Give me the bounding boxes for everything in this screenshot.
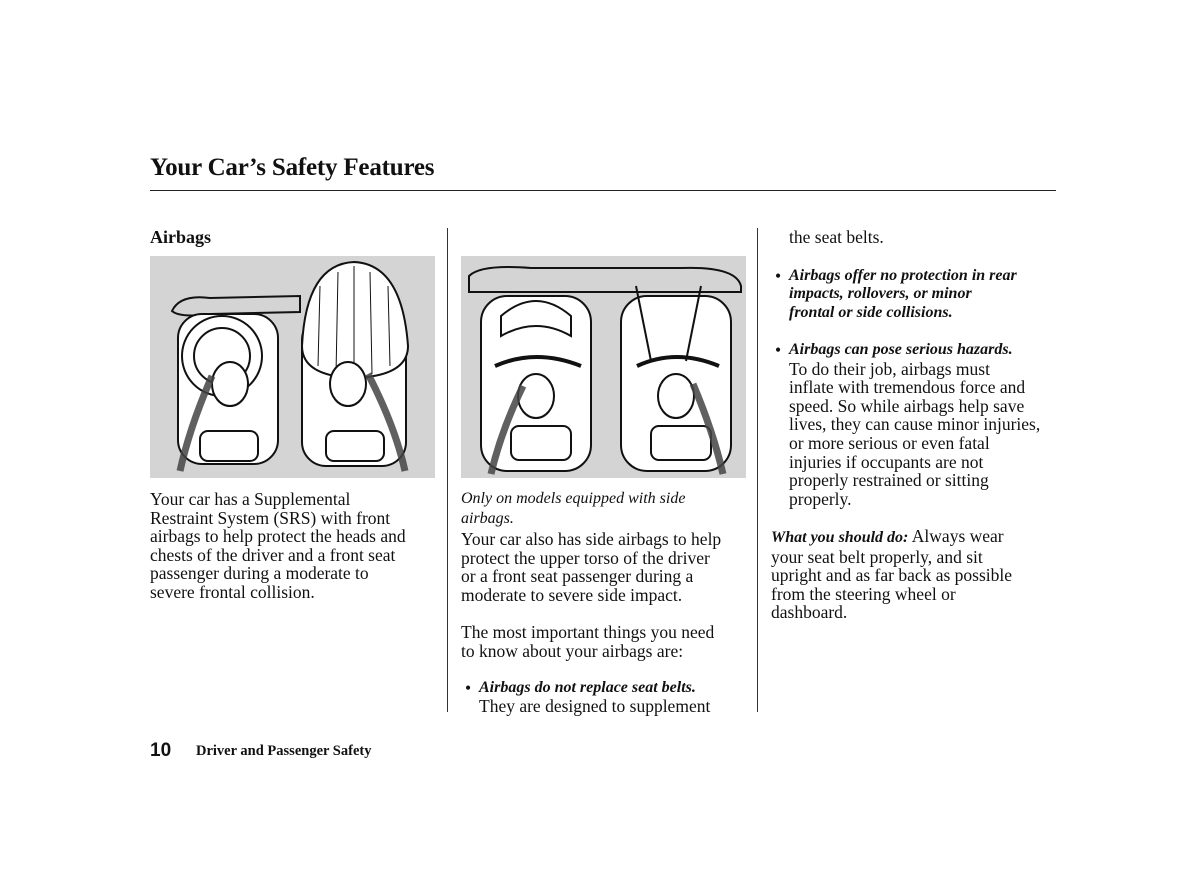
col1-line-5: passenger during a moderate to <box>150 563 369 584</box>
title-rule <box>150 190 1056 191</box>
advice-first-line <box>771 527 1061 548</box>
col1-line-6: severe frontal collision. <box>150 581 315 602</box>
advice-first: Always wear <box>911 525 1004 546</box>
advice-label: What you should do: <box>771 528 909 546</box>
bullet3-line-3: speed. So while airbags help save <box>789 395 1025 416</box>
column-2 <box>461 226 747 716</box>
bullet-seat-belts <box>461 679 747 716</box>
col2-para1-line-2: protect the upper torso of the driver <box>461 547 710 568</box>
bullet2-line-3: frontal or side collisions. <box>789 303 953 321</box>
side-airbags-illustration <box>461 256 746 478</box>
col1-line-4: chests of the driver and a front seat <box>150 544 396 565</box>
col1-line-3: airbags to help protect the heads and <box>150 526 406 547</box>
bullet2-line-2: impacts, rollovers, or minor <box>789 285 972 303</box>
page-number: 10 <box>150 740 172 761</box>
figure-side-airbags <box>461 256 746 478</box>
bullet3-line-6: injuries if occupants are not <box>789 451 984 472</box>
section-label: Driver and Passenger Safety <box>196 743 372 759</box>
bullet1-title: Airbags do not replace seat belts. <box>479 678 696 696</box>
bullet-no-protection <box>771 267 1061 323</box>
col2-para2-line-1: The most important things you need <box>461 621 715 642</box>
figure-front-airbags <box>150 256 435 478</box>
advice-line-3: from the steering wheel or <box>771 583 956 604</box>
col2-para1-line-1: Your car also has side airbags to help <box>461 529 722 549</box>
continuation-text: the seat belts. <box>789 227 884 247</box>
col1-line-1: Your car has a Supplemental <box>150 489 351 509</box>
advice-line-4: dashboard. <box>771 602 848 623</box>
column-1 <box>150 226 436 602</box>
bullet2-line-1: Airbags offer no protection in rear <box>789 266 1017 284</box>
bullet-dot: • <box>775 339 782 360</box>
advice-line-1: your seat belt properly, and sit <box>771 546 983 567</box>
front-airbags-illustration <box>150 256 435 478</box>
bullet3-line-4: lives, they can cause minor injuries, <box>789 414 1041 435</box>
bullet3-line-7: properly restrained or sitting <box>789 470 989 491</box>
bullet-dot: • <box>465 677 472 698</box>
bullet3-line-5: or more serious or even fatal <box>789 432 990 453</box>
section-heading-airbags: Airbags <box>150 227 212 247</box>
col2-para2-line-2: to know about your airbags are: <box>461 640 684 661</box>
col2-para1-line-3: or a front seat passenger during a <box>461 566 694 587</box>
bullet-hazards <box>771 341 1061 508</box>
bullet3-line-1: To do their job, airbags must <box>789 358 990 379</box>
page-title: Your Car’s Safety Features <box>150 154 435 181</box>
col1-line-2: Restraint System (SRS) with front <box>150 507 391 528</box>
column-divider-2 <box>757 228 758 712</box>
bullet3-line-8: properly. <box>789 488 852 509</box>
bullet-dot: • <box>775 265 782 286</box>
column-divider-1 <box>447 228 448 712</box>
caption-line-2: airbags. <box>461 510 514 527</box>
bullet3-title: Airbags can pose serious hazards. <box>789 340 1013 358</box>
bullet3-line-2: inflate with tremendous force and <box>789 377 1026 398</box>
column-3 <box>771 226 1061 622</box>
advice-line-2: upright and as far back as possible <box>771 565 1013 586</box>
col2-para1-line-4: moderate to severe side impact. <box>461 584 683 605</box>
bullet1-line-1: They are designed to supplement <box>479 696 711 717</box>
caption-line-1: Only on models equipped with side <box>461 490 686 507</box>
